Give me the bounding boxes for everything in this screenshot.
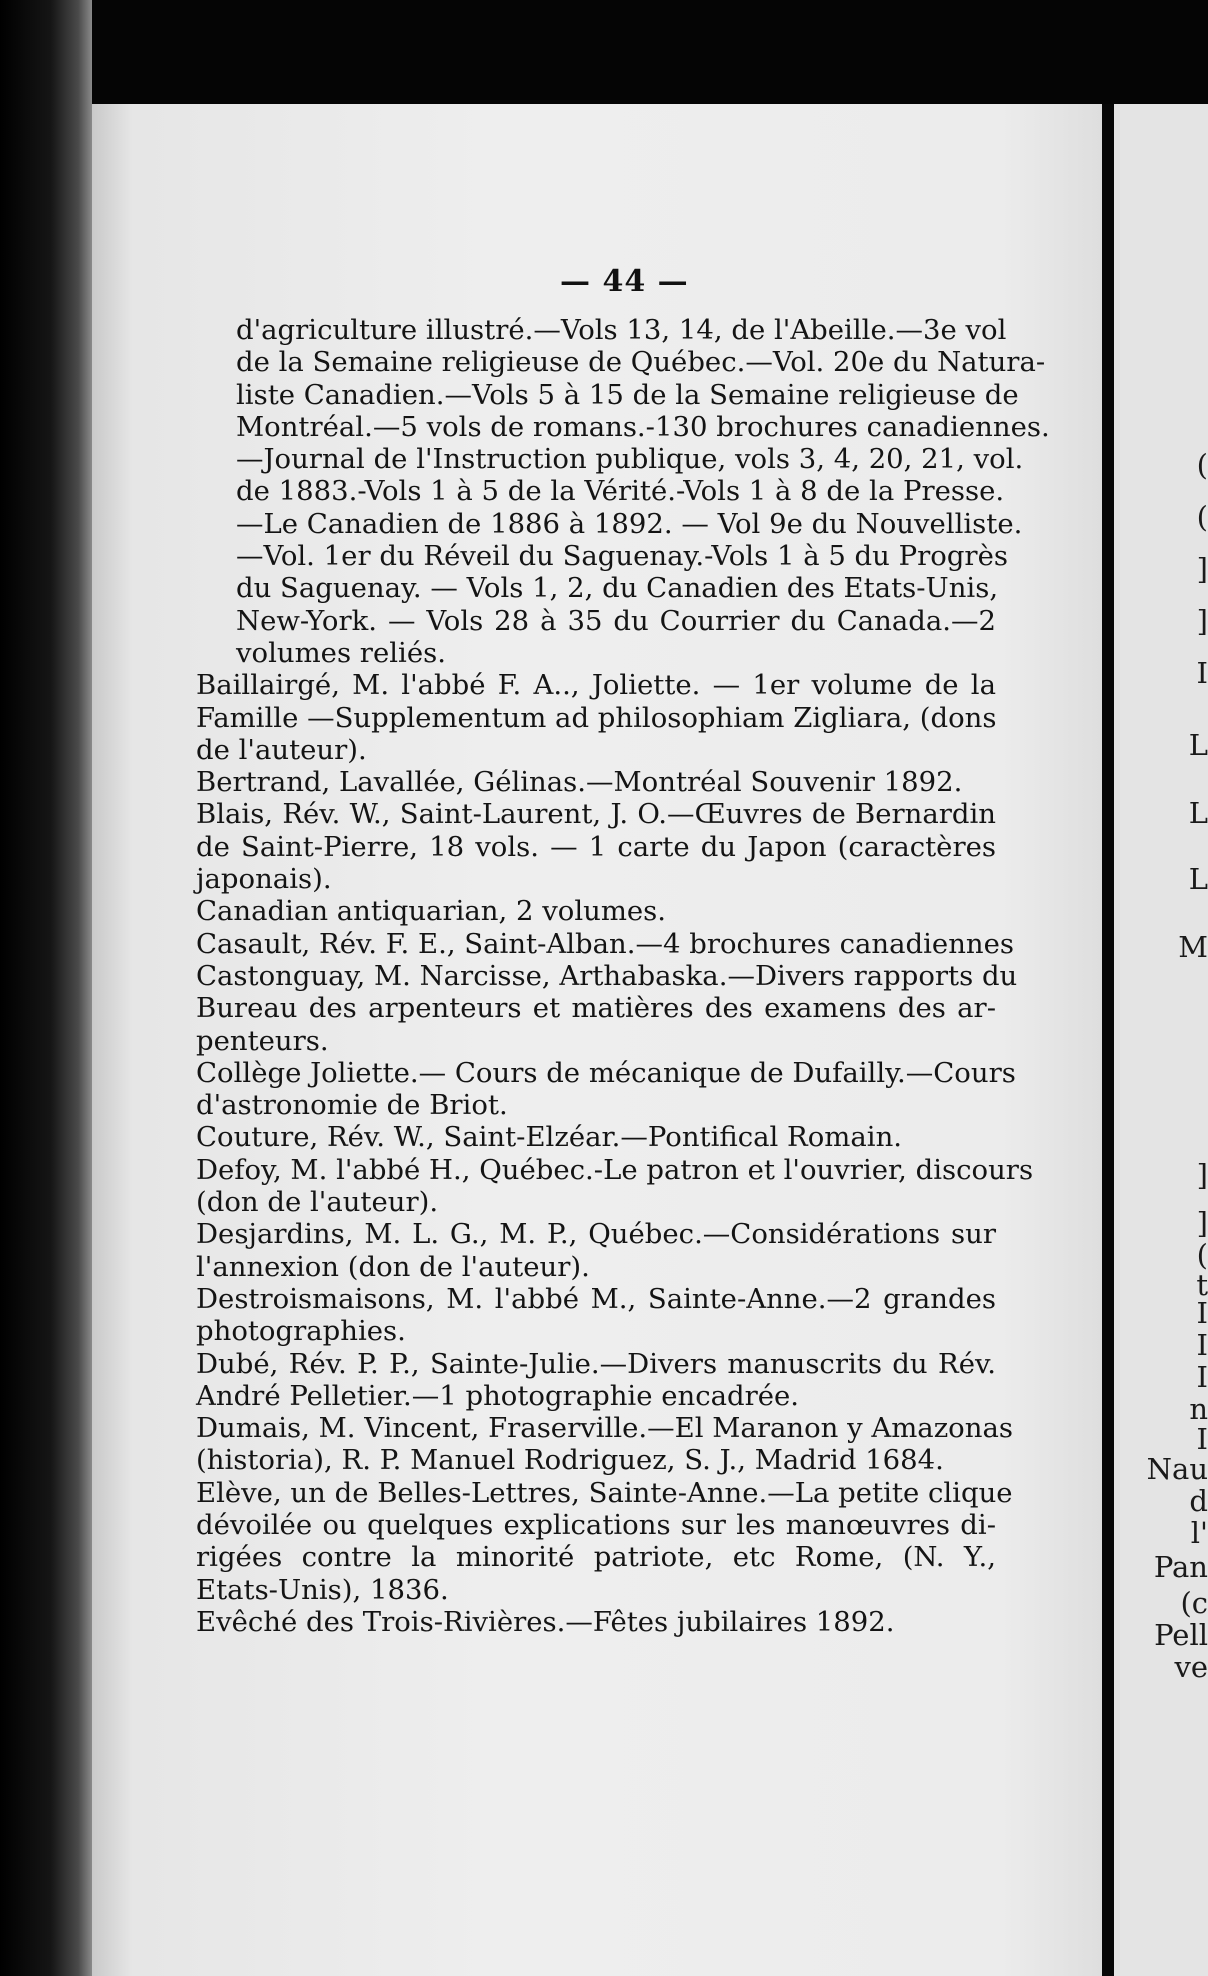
text-line: japonais). — [196, 863, 332, 896]
text-line: New-York. — Vols 28 à 35 du Courrier du Canada.—2 — [236, 604, 996, 637]
text-line: l'annexion (don de l'auteur). — [196, 1250, 590, 1283]
next-page-text-fragment: M — [1178, 930, 1208, 964]
scan-top-border — [0, 0, 1208, 104]
next-page-text-fragment: ( — [1196, 1238, 1208, 1272]
entry — [196, 1218, 996, 1283]
text-line: liste Canadien.—Vols 5 à 15 de la Semaine religieuse de — [236, 378, 1019, 411]
next-page-text-fragment: I — [1196, 1422, 1208, 1456]
page-gutter — [1102, 104, 1114, 1976]
next-page-text-fragment: d — [1189, 1484, 1208, 1518]
text-line: Montréal.—5 vols de romans.-130 brochures canadiennes. — [236, 410, 1050, 443]
text-line: du Saguenay. — Vols 1, 2, du Canadien des Etats-Unis, — [236, 572, 999, 605]
entry — [196, 927, 1015, 960]
entry — [196, 1121, 996, 1153]
text-line: de Saint-Pierre, 18 vols. — 1 carte du Japon (caractères — [196, 830, 996, 863]
next-page-text-fragment: n — [1189, 1392, 1208, 1426]
next-page-text-fragment: L — [1188, 728, 1208, 762]
text-line: (historia), R. P. Manuel Rodriguez, S. J., Madrid 1684. — [196, 1444, 944, 1477]
entry — [196, 1348, 996, 1413]
text-line: de l'auteur). — [196, 733, 367, 766]
text-line: Castonguay, M. Narcisse, Arthabaska.—Divers rapports du — [196, 959, 1018, 992]
entry — [196, 1056, 1016, 1122]
text-line: de 1883.-Vols 1 à 5 de la Vérité.-Vols 1 à 8 de la Presse. — [236, 475, 1005, 508]
scan-left-border — [0, 0, 92, 1976]
text-line: penteurs. — [196, 1024, 329, 1057]
page-number: — 44 — — [560, 264, 689, 299]
text-line: Defoy, M. l'abbé H., Québec.-Le patron et l'ouvrier, discours — [196, 1153, 1034, 1186]
text-line: Bureau des arpenteurs et matières des examens des ar- — [196, 992, 996, 1025]
entry — [196, 895, 996, 927]
next-page-fragment — [1114, 104, 1208, 1976]
text-line: Dumais, M. Vincent, Fraserville.—El Maranon y Amazonas — [196, 1412, 1013, 1445]
text-line: Casault, Rév. F. E., Saint-Alban.—4 brochures canadiennes — [196, 927, 1015, 960]
text-line: rigées contre la minorité patriote, etc Rome, (N. Y., — [196, 1541, 996, 1574]
text-line: Couture, Rév. W., Saint-Elzéar.—Pontifical Romain. — [196, 1121, 903, 1154]
next-page-text-fragment: Pell — [1154, 1618, 1208, 1652]
entry — [196, 1283, 996, 1348]
text-line: d'astronomie de Briot. — [196, 1089, 508, 1122]
entry — [196, 959, 1018, 1057]
text-line: Bertrand, Lavallée, Gélinas.—Montréal Souvenir 1892. — [196, 766, 963, 799]
next-page-text-fragment: I — [1196, 1296, 1208, 1330]
text-line: —Le Canadien de 1886 à 1892. — Vol 9e du Nouvelliste. — [236, 507, 1023, 540]
text-line: —Vol. 1er du Réveil du Saguenay.-Vols 1 à 5 du Progrès — [236, 540, 1008, 573]
next-page-text-fragment: L — [1188, 796, 1208, 830]
text-line: Etats-Unis), 1836. — [196, 1573, 449, 1606]
text-line: photographies. — [196, 1315, 406, 1348]
text-line: dévoilée ou quelques explications sur les manœuvres di- — [196, 1508, 996, 1541]
next-page-text-fragment: ] — [1196, 552, 1208, 586]
text-line: Famille —Supplementum ad philosophiam Zigliara, (dons — [196, 701, 997, 734]
next-page-text-fragment: I — [1196, 1328, 1208, 1362]
next-page-text-fragment: Pan — [1153, 1550, 1208, 1584]
text-line: Destroismaisons, M. l'abbé M., Sainte-Anne.—2 grandes — [196, 1282, 996, 1315]
text-line: Evêché des Trois-Rivières.—Fêtes jubilaires 1892. — [196, 1605, 895, 1638]
next-page-text-fragment: I — [1196, 1360, 1208, 1394]
next-page-text-fragment: t — [1196, 1268, 1208, 1302]
entry — [196, 1412, 1013, 1477]
entry — [196, 1476, 1013, 1606]
next-page-text-fragment: Nau — [1146, 1452, 1208, 1486]
page-text — [196, 314, 1050, 1638]
text-line: d'agriculture illustré.—Vols 13, 14, de l'Abeille.—3e vol — [236, 314, 1007, 346]
entry — [196, 669, 996, 766]
next-page-text-fragment: ] — [1196, 604, 1208, 638]
text-line: Desjardins, M. L. G., M. P., Québec.—Considérations sur — [196, 1218, 996, 1251]
next-page-text-fragment: ve — [1174, 1650, 1208, 1684]
entry — [196, 1606, 996, 1638]
next-page-text-fragment: ] — [1196, 1206, 1208, 1240]
next-page-text-fragment: I — [1196, 656, 1208, 690]
text-line: volumes reliés. — [236, 636, 446, 669]
text-line: Blais, Rév. W., Saint-Laurent, J. O.—Œuvres de Bernardin — [196, 798, 996, 831]
next-page-text-fragment: ( — [1196, 500, 1208, 534]
entry — [196, 1153, 1034, 1219]
entry — [196, 798, 996, 895]
text-line: André Pelletier.—1 photographie encadrée. — [196, 1379, 800, 1412]
text-line: Dubé, Rév. P. P., Sainte-Julie.—Divers manuscrits du Rév. — [196, 1347, 996, 1380]
next-page-text-fragment: (c — [1180, 1586, 1208, 1620]
text-line: —Journal de l'Instruction publique, vols 3, 4, 20, 21, vol. — [236, 443, 1024, 476]
next-page-text-fragment: ( — [1196, 448, 1208, 482]
text-line: Elève, un de Belles-Lettres, Sainte-Anne.—La petite clique — [196, 1476, 1013, 1509]
entry — [196, 314, 1050, 669]
text-line: (don de l'auteur). — [196, 1186, 439, 1219]
next-page-text-fragment: l' — [1190, 1516, 1208, 1550]
next-page-text-fragment: L — [1188, 862, 1208, 896]
entry — [196, 766, 996, 798]
next-page-text-fragment: ] — [1196, 1158, 1208, 1192]
text-line: Baillairgé, M. l'abbé F. A.., Joliette. — 1er volume de la — [196, 669, 996, 702]
text-line: Canadian antiquarian, 2 volumes. — [196, 895, 667, 928]
text-line: Collège Joliette.— Cours de mécanique de Dufailly.—Cours — [196, 1056, 1016, 1089]
text-line: de la Semaine religieuse de Québec.—Vol. 20e du Natura- — [236, 346, 1046, 379]
